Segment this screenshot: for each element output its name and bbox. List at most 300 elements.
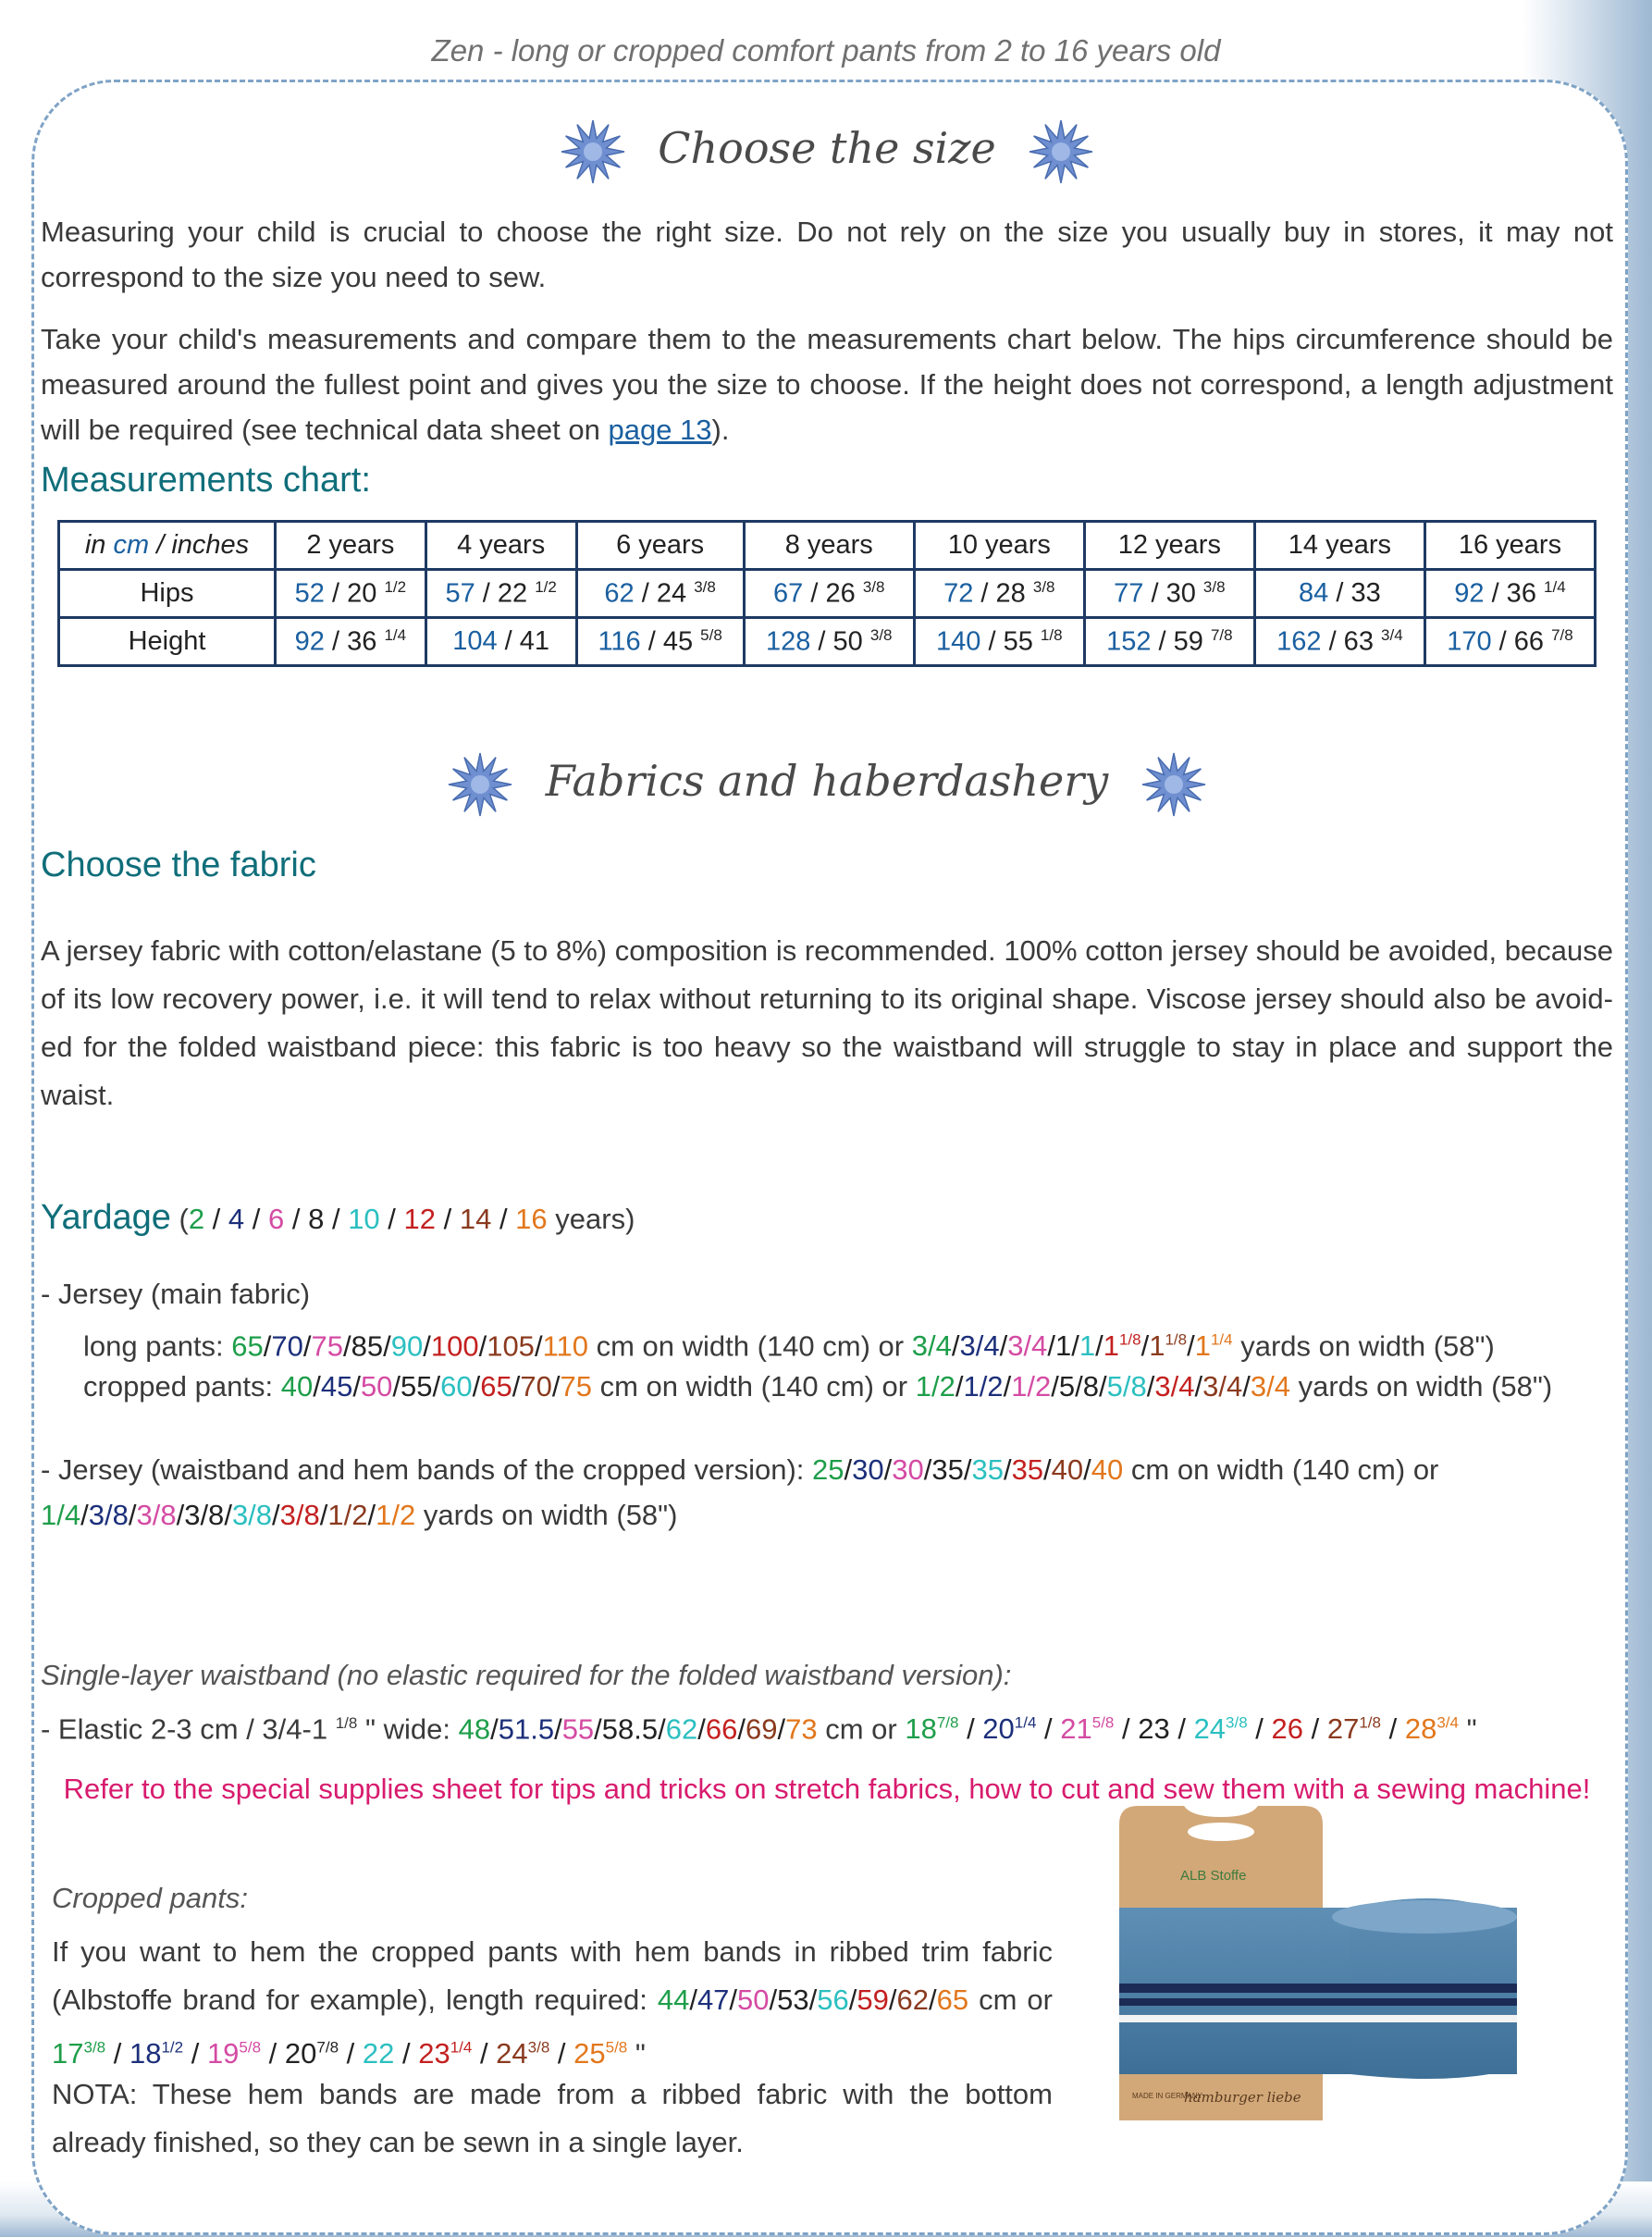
elastic-inches (905, 1712, 1459, 1745)
cell-inches: / 24 (634, 578, 687, 609)
separator: / (436, 1203, 460, 1235)
separator: / (1146, 1370, 1155, 1403)
separator: / (769, 1984, 778, 2016)
colored-value: 1/4 (41, 1499, 81, 1531)
cell-inches: / 33 (1328, 578, 1381, 608)
cell-cm: 62 (604, 578, 635, 609)
cell-cm: 162 (1276, 626, 1322, 657)
colored-fraction: 5/8 (1091, 1714, 1115, 1732)
colored-value: 5/8 (1058, 1370, 1100, 1403)
separator: / (958, 1712, 983, 1746)
colored-value: 16 (515, 1203, 548, 1235)
separator: / (204, 1203, 228, 1235)
size-header: 6 years (576, 522, 744, 570)
colored-value: 27 (1326, 1712, 1360, 1746)
colored-value: 51.5 (498, 1712, 555, 1746)
separator: / (1140, 1329, 1150, 1363)
separator: / (1003, 1370, 1012, 1403)
cell-cm: 92 (1454, 578, 1485, 609)
cell-fraction: 3/8 (1202, 577, 1226, 596)
table-cell (1084, 570, 1254, 618)
separator: / (302, 1329, 312, 1363)
separator: / (999, 1329, 1008, 1363)
colored-value: 12 (403, 1203, 436, 1235)
cell-inches: / 55 (980, 626, 1033, 657)
separator: / (848, 1984, 857, 2016)
made-in-text: MADE IN GERMANY (1132, 2092, 1203, 2100)
cell-fraction: 1/4 (384, 625, 407, 644)
table-cell (1254, 570, 1424, 618)
cell-fraction: 1/2 (384, 577, 407, 596)
separator: / (844, 1453, 853, 1486)
cell-fraction: 3/8 (862, 577, 885, 596)
separator: / (512, 1370, 521, 1403)
colored-value: 44 (657, 1984, 690, 2016)
separator: / (594, 1712, 602, 1746)
section-title-fabrics (41, 749, 1613, 820)
colored-value: 58.5 (601, 1712, 659, 1746)
separator: / (549, 2037, 574, 2070)
colored-value: 23 (418, 2037, 450, 2070)
star-icon (445, 749, 515, 820)
cropped-pants-line: cropped pants: 40/45/50/55/60/65/70/75 cm on width (140 cm) or 1/2/1/2/1/2/5/8/5/8/3/4/3/4/3/4 yards on width (58") (83, 1370, 1553, 1403)
star-icon (558, 117, 628, 187)
ribbed-band-product-image (1119, 1806, 1526, 2120)
separator: / (105, 2037, 129, 2070)
colored-value: 85 (351, 1329, 384, 1363)
separator: / (951, 1329, 960, 1363)
colored-value: 40 (1051, 1453, 1084, 1486)
section-title-choose-size (41, 117, 1613, 187)
separator: / (1242, 1370, 1251, 1403)
colored-fraction: 3/4 (1436, 1714, 1459, 1732)
colored-value: 18 (905, 1712, 937, 1746)
separator: / (808, 1984, 818, 2016)
cell-cm: 152 (1106, 626, 1152, 657)
cell-fraction: 1/2 (535, 577, 557, 596)
colored-value: 10 (348, 1203, 380, 1235)
separator: / (737, 1712, 746, 1746)
elastic-cm (459, 1712, 818, 1745)
colored-value: 53 (777, 1984, 809, 2016)
star-icon (1026, 117, 1096, 187)
cell-cm: 92 (294, 626, 325, 657)
table-header-row (59, 522, 1596, 570)
separator: / (383, 1329, 391, 1363)
separator: / (244, 1203, 268, 1235)
cell-fraction: 1/8 (1040, 625, 1063, 644)
separator: / (1003, 1453, 1012, 1486)
colored-fraction: 5/8 (239, 2039, 262, 2057)
long-pants-line: long pants: 65/70/75/85/90/100/105/110 cm on width (140 cm) or $3/4/3/4/3/4/1/1/1^{1/8}/1^{1/8}/1^{1/4}$ yards on width (58") (83, 1329, 1495, 1363)
separator: / (658, 1712, 666, 1746)
page-13-link[interactable]: page 13 (608, 414, 712, 446)
cell-fraction: 1/4 (1544, 577, 1566, 596)
cell-fraction: 5/8 (700, 625, 722, 644)
separator: / (491, 1203, 516, 1235)
table-cell (744, 570, 914, 618)
colored-value: 62 (896, 1984, 929, 2016)
cell-cm: 67 (773, 578, 804, 609)
colored-value: 59 (857, 1984, 889, 2016)
cell-fraction: 7/8 (1551, 625, 1573, 644)
separator: / (394, 2037, 419, 2070)
hamburger-liebe-logo: hamburger liebe (1184, 2089, 1301, 2106)
colored-value: 25 (573, 2037, 606, 2070)
cell-cm: 104 (452, 626, 498, 656)
colored-value: 20 (284, 2037, 317, 2070)
colored-value: 18 (129, 2037, 162, 2070)
cell-inches: / 22 (475, 578, 528, 609)
cell-inches: / 28 (973, 578, 1026, 609)
colored-value: 3/8 (231, 1499, 273, 1531)
table-cell (1424, 618, 1595, 666)
colored-value: 100 (430, 1329, 479, 1363)
table-cell (276, 570, 426, 618)
separator: / (923, 1453, 932, 1486)
cell-cm: 116 (598, 626, 641, 657)
cell-cm: 52 (294, 578, 325, 609)
cropped-pants-cm (281, 1370, 592, 1403)
colored-fraction: 1/8 (1165, 1331, 1188, 1349)
cell-inches: / 20 (324, 578, 377, 609)
colored-value: 65 (936, 1984, 969, 2016)
fabric-paragraph: A jersey fabric with cotton/elastane (5 to 8%) composition is recommended. 100% cotton jersey should be avoided, because of its low recovery power, i.e. it will tend to relax without returning to its original shape. Viscose jersey should also be avoid-ed for the folded waistband piece: this fabric is too heavy so the waistband will struggle to stay in place and support the waist. (41, 934, 1613, 1111)
separator: / (1095, 1329, 1103, 1363)
cell-cm: 140 (936, 626, 981, 657)
table-cell (576, 570, 744, 618)
colored-fraction: 1/4 (1014, 1714, 1037, 1732)
size-header: 2 years (276, 522, 426, 570)
colored-value: 55 (561, 1712, 595, 1746)
separator: / (339, 2037, 363, 2070)
colored-value: 6 (268, 1203, 285, 1235)
separator: / (128, 1499, 137, 1531)
cell-inches: / 41 (497, 626, 550, 656)
colored-value: 48 (458, 1712, 491, 1746)
colored-value: 50 (737, 1984, 770, 2016)
measurements-chart-heading: Measurements chart: (41, 461, 371, 500)
separator: / (888, 1984, 897, 2016)
colored-value: 75 (560, 1370, 592, 1403)
colored-value: 17 (52, 2037, 84, 2070)
separator: / (490, 1712, 499, 1746)
cell-cm: 170 (1447, 626, 1492, 657)
separator: / (1099, 1370, 1107, 1403)
choose-fabric-heading: Choose the fabric (41, 846, 316, 884)
table-cell (425, 618, 576, 666)
table-cell (276, 618, 426, 666)
colored-value: 35 (971, 1453, 1004, 1486)
separator: / (261, 2037, 285, 2070)
separator: / (379, 1203, 404, 1235)
colored-value: 28 (1404, 1712, 1437, 1746)
cell-fraction: 7/8 (1210, 625, 1233, 644)
separator: / (313, 1370, 321, 1403)
colored-value: 40 (1091, 1453, 1124, 1486)
size-instructions-paragraph (41, 316, 1613, 452)
colored-value: 24 (1193, 1712, 1227, 1746)
size-header: 4 years (425, 522, 576, 570)
yardage-heading: Yardage (41, 1198, 171, 1237)
colored-value: 47 (697, 1984, 730, 2016)
colored-value: 5/8 (1106, 1370, 1147, 1403)
colored-value: 2 (188, 1203, 205, 1235)
colored-fraction: 3/8 (527, 2039, 550, 2057)
colored-value: 1/2 (1011, 1370, 1052, 1403)
cell-cm: 128 (765, 626, 811, 657)
separator: / (534, 1329, 543, 1363)
colored-value: 25 (812, 1453, 844, 1486)
table-cell (914, 618, 1084, 666)
colored-value: 65 (231, 1329, 264, 1363)
table-cell (1084, 618, 1254, 666)
colored-value: 110 (542, 1329, 588, 1363)
cell-cm: 57 (445, 578, 475, 609)
colored-fraction: 1/4 (450, 2039, 473, 2057)
table-cell (1254, 618, 1424, 666)
colored-value: 50 (360, 1370, 393, 1403)
separator: / (183, 2037, 207, 2070)
separator: / (272, 1499, 280, 1531)
colored-value: 1 (1054, 1329, 1072, 1363)
row-label: Hips (59, 570, 276, 618)
colored-value: 4 (228, 1203, 245, 1235)
colored-value: 3/4 (911, 1329, 952, 1363)
cell-inches: / 66 (1491, 626, 1545, 657)
colored-fraction: 3/8 (83, 2039, 106, 2057)
colored-fraction: 7/8 (936, 1714, 959, 1732)
cell-fraction: 3/8 (869, 625, 893, 644)
separator: / (472, 2037, 497, 2070)
separator: / (80, 1499, 89, 1531)
table-cell (1424, 570, 1595, 618)
colored-value: 1 (1103, 1329, 1119, 1363)
separator: / (1187, 1329, 1195, 1363)
separator: / (1169, 1712, 1194, 1746)
separator: / (1051, 1370, 1059, 1403)
separator: / (423, 1329, 431, 1363)
colored-fraction: 1/4 (1210, 1331, 1233, 1349)
colored-fraction: 5/8 (605, 2039, 628, 2057)
colored-value: 14 (459, 1203, 492, 1235)
colored-value: 21 (1060, 1712, 1092, 1746)
colored-value: 1/2 (376, 1499, 416, 1531)
colored-fraction: 7/8 (316, 2039, 339, 2057)
separator: / (472, 1370, 481, 1403)
table-cell (914, 570, 1084, 618)
colored-value: 8 (308, 1203, 325, 1235)
colored-value: 22 (362, 2037, 395, 2070)
colored-value: 69 (745, 1712, 778, 1746)
cell-inches: / 45 (640, 626, 694, 657)
yardage-ages (189, 1203, 548, 1235)
size-header: 14 years (1254, 522, 1424, 570)
colored-value: 90 (390, 1329, 424, 1363)
colored-fraction: 1/8 (1118, 1331, 1141, 1349)
colored-value: 105 (487, 1329, 535, 1363)
elastic-line: - Elastic 2-3 cm / 3/4-1 $^{1/8}$ " wide: 48/51.5/55/58.5/62/66/69/73 cm or $18^{7/8} / 20^{1/4} / 21^{5/8} / 23 / 24^{3/8} / 26 / 27^{1/8} / 28^{3/4}$ " (41, 1712, 1477, 1746)
separator: / (176, 1499, 185, 1531)
cell-inches: / 59 (1151, 626, 1203, 657)
colored-value: 30 (892, 1453, 924, 1486)
colored-value: 75 (311, 1329, 343, 1363)
cropped-hem-inches (52, 2037, 627, 2070)
separator: / (1194, 1370, 1203, 1403)
cell-fraction: 3/8 (694, 577, 716, 596)
cell-cm: 72 (943, 578, 974, 609)
colored-value: 55 (401, 1370, 433, 1403)
colored-fraction: 3/8 (1226, 1714, 1248, 1732)
separator: / (697, 1712, 706, 1746)
row-label: Height (59, 618, 276, 666)
table-row-hips (59, 570, 1596, 618)
separator: / (729, 1984, 738, 2016)
separator: / (1114, 1712, 1139, 1746)
single-layer-note: Single-layer waistband (no elastic required for the folded waistband version): (41, 1659, 1012, 1691)
cell-cm: 84 (1299, 578, 1329, 608)
separator: / (1380, 1712, 1405, 1746)
instructions-end: ). (711, 414, 730, 446)
colored-value: 1 (1194, 1329, 1211, 1363)
nota-paragraph: NOTA: These hem bands are made from a ribbed fabric with the bottom already finished, so they can be sewn in a single layer. (52, 2078, 1053, 2158)
measurements-table (57, 520, 1597, 667)
jersey-main-label: - Jersey (main fabric) (41, 1278, 311, 1310)
colored-value: 23 (1138, 1712, 1170, 1746)
colored-value: 56 (817, 1984, 849, 2016)
cell-fraction: 3/4 (1381, 625, 1403, 644)
separator: / (478, 1329, 487, 1363)
separator: / (963, 1453, 972, 1486)
separator: / (1083, 1453, 1091, 1486)
colored-value: 30 (852, 1453, 884, 1486)
colored-value: 35 (931, 1453, 964, 1486)
separator: / (1043, 1453, 1052, 1486)
cell-inches: / 50 (810, 626, 863, 657)
colored-value: 3/8 (88, 1499, 129, 1531)
table-cell (744, 618, 914, 666)
size-intro-paragraph: Measuring your child is crucial to choose the right size. Do not rely on the size you usually buy in stores, it may not correspond to the size you need to sew. (41, 216, 1613, 293)
cell-inches: / 30 (1143, 578, 1196, 609)
cell-fraction: 3/8 (1032, 577, 1055, 596)
separator: / (392, 1370, 401, 1403)
table-row-height (59, 618, 1596, 666)
waistband-line: - Jersey (waistband and hem bands of the cropped version): 25/30/30/35/35/35/40/40 cm on width (140 cm) or 1/4/3/8/3/8/3/8/3/8/3/8/1/2/1/2 yards on width (58") (41, 1453, 1439, 1531)
colored-value: 1 (1079, 1329, 1096, 1363)
separator: / (284, 1203, 309, 1235)
colored-fraction: 1/8 (1359, 1714, 1381, 1732)
cell-inches: / 36 (324, 626, 377, 657)
table-cell (576, 618, 744, 666)
size-header: 12 years (1084, 522, 1254, 570)
cell-inches: / 36 (1484, 578, 1536, 609)
colored-value: 70 (271, 1329, 303, 1363)
separator: / (343, 1329, 351, 1363)
separator: / (928, 1984, 937, 2016)
separator: / (554, 1712, 562, 1746)
colored-value: 3/4 (1250, 1370, 1290, 1403)
long-pants-cm (231, 1329, 588, 1362)
colored-value: 20 (982, 1712, 1015, 1746)
cell-inches: / 63 (1321, 626, 1374, 657)
colored-value: 3/4 (1202, 1370, 1243, 1403)
colored-value: 1 (1149, 1329, 1165, 1363)
separator: / (224, 1499, 232, 1531)
separator: / (263, 1329, 272, 1363)
separator: / (689, 1984, 697, 2016)
colored-value: 3/4 (959, 1329, 1000, 1363)
colored-value: 65 (480, 1370, 512, 1403)
cropped-pants-yards (916, 1370, 1290, 1403)
colored-value: 60 (440, 1370, 473, 1403)
page-header: Zen - long or cropped comfort pants from 2 to 16 years old (431, 33, 1221, 68)
size-header: 8 years (744, 522, 914, 570)
colored-value: 19 (206, 2037, 240, 2070)
colored-value: 62 (665, 1712, 698, 1746)
colored-value: 40 (280, 1370, 314, 1403)
separator: / (319, 1499, 328, 1531)
size-header: 10 years (914, 522, 1084, 570)
colored-value: 3/8 (136, 1499, 177, 1531)
colored-value: 70 (520, 1370, 552, 1403)
brand-logo-text: ALB Stoffe (1180, 1868, 1247, 1884)
separator: / (367, 1499, 376, 1531)
separator: / (1071, 1329, 1079, 1363)
star-icon (1139, 749, 1209, 820)
colored-value: 73 (785, 1712, 818, 1746)
instructions-text: Take your child's measurements and compare them to the measurements chart below. The hips circumference should be measured around the fullest point and gives you the size to choose. If the height does not correspond, a length adjustment will be required (see technical data sheet on (41, 323, 1613, 446)
colored-value: 45 (320, 1370, 353, 1403)
separator: / (955, 1370, 964, 1403)
colored-value: 3/4 (1007, 1329, 1048, 1363)
colored-value: 1/2 (963, 1370, 1004, 1403)
colored-value: 66 (705, 1712, 738, 1746)
colored-value: 1/2 (327, 1499, 368, 1531)
separator: / (1247, 1712, 1272, 1746)
separator: / (883, 1453, 893, 1486)
colored-value: 3/8 (184, 1499, 225, 1531)
separator: / (551, 1370, 561, 1403)
colored-fraction: 1/2 (161, 2039, 184, 2057)
cropped-hem-cm (658, 1984, 968, 2016)
colored-value: 3/8 (279, 1499, 320, 1531)
table-corner-cell: in cm / inches (59, 522, 276, 570)
cropped-heading: Cropped pants: (52, 1882, 248, 1914)
waistband-yards (41, 1499, 415, 1531)
separator: / (777, 1712, 786, 1746)
refer-note: Refer to the special supplies sheet for tips and tricks on stretch fabrics, how to cut and sew them with a sewing machine! (63, 1773, 1591, 1805)
cropped-paragraph: If you want to hem the cropped pants with hem bands in ribbed trim fabric (Albstoffe brand for example), length required: 44/47/50/53/56/59/62/65 cm or $17^{3/8} / 18^{1/2} / 19^{5/8} / 20^{7/8} / 22 / 23^{1/4} / 24^{3/8} / 25^{5/8}$ " (52, 1935, 1053, 2070)
colored-value: 1/2 (915, 1370, 955, 1403)
separator: / (324, 1203, 349, 1235)
colored-value: 24 (496, 2037, 528, 2070)
section-title-text: Choose the size (658, 123, 996, 173)
long-pants-yards (912, 1329, 1233, 1362)
yardage-heading-line: Yardage (2 / 4 / 6 / 8 / 10 / 12 / 14 / 16 years) (41, 1198, 635, 1237)
colored-value: 3/4 (1154, 1370, 1195, 1403)
colored-value: 35 (1011, 1453, 1044, 1486)
cell-cm: 77 (1114, 578, 1144, 609)
section-title-text: Fabrics and haberdashery (545, 756, 1109, 806)
separator: / (1036, 1712, 1061, 1746)
cell-inches: / 26 (803, 578, 856, 609)
separator: / (352, 1370, 361, 1403)
colored-value: 26 (1271, 1712, 1304, 1746)
waistband-cm (812, 1453, 1123, 1486)
table-cell (425, 570, 576, 618)
separator: / (1303, 1712, 1327, 1746)
size-header: 16 years (1424, 522, 1595, 570)
